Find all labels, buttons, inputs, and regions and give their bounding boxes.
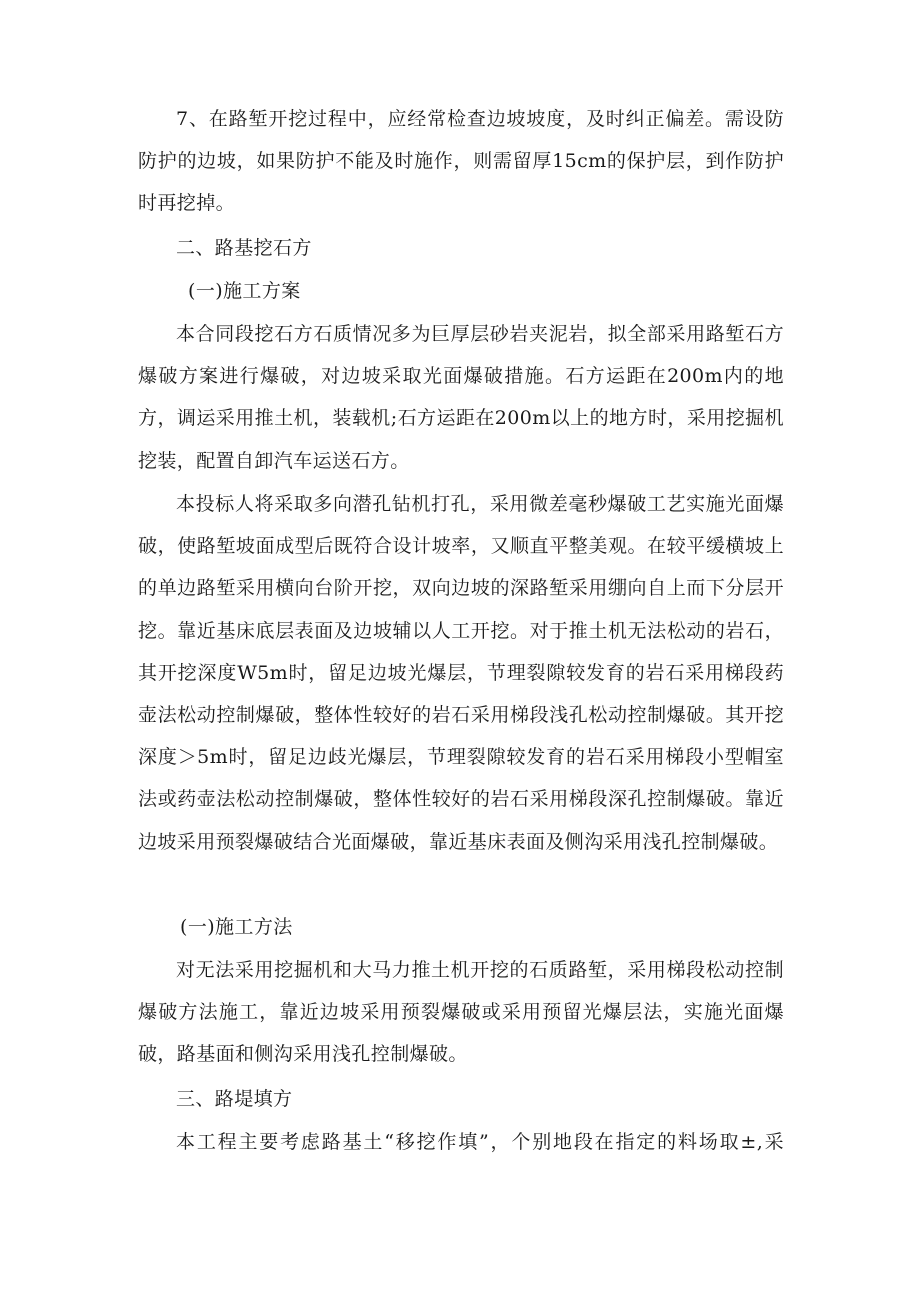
- section-heading-rock-excavation: 二、路基挖石方: [176, 237, 312, 259]
- paragraph-method-details: 对无法采用挖掘机和大马力推土机开挖的石质路堑，采用梯段松动控制爆破方法施工，靠近边坡采用预裂爆破或采用预留光爆层法，实施光面爆破，路基面和侧沟采用浅孔控制爆破。: [138, 959, 784, 1066]
- paragraph-slope-inspection: 7、在路堑开挖过程中，应经常检查边坡坡度，及时纠正偏差。需设防防护的边坡，如果防护不能及时施作，则需留厚15cm的保护层，到作防护时再挖掉。: [138, 108, 784, 215]
- subsection-heading-construction-method: (一)施工方法: [180, 916, 293, 938]
- paragraph-blasting-process: 本投标人将采取多向潜孔钻机打孔，采用微差毫秒爆破工艺实施光面爆破，使路堑坡面成型后既符合设计坡率，又顺直平整美观。在较平缓横坡上的单边路堑采用横向台阶开挖，双向边坡的深路堑采用绷向自上而下分层开挖。靠近基床底层表面及边坡辅以人工开挖。对于推土机无法松动的岩石，其开挖深度W5m时，留足边坡光爆层，节理裂隙较发育的岩石采用梯段药壶法松动控制爆破，整体性较好的岩石采用梯段浅孔松动控制爆破。其开挖深度＞5m时，留足边歧光爆层，节理裂隙较发育的岩石采用梯段小型帽室法或药壶法松动控制爆破，整体性较好的岩石采用梯段深孔控制爆破。靠近边坡采用预裂爆破结合光面爆破，靠近基床表面及侧沟采用浅孔控制爆破。: [138, 493, 784, 853]
- section-heading-embankment-fill: 三、路堤填方: [176, 1088, 293, 1110]
- paragraph-rock-quality-plan: 本合同段挖石方石质情况多为巨厚层砂岩夹泥岩，拟全部采用路堑石方爆破方案进行爆破，对边坡采取光面爆破措施。石方运距在200m内的地方，调运采用推土机，装载机;石方运距在200m以上的地方时，采用挖掘机挖装，配置自卸汽车运送石方。: [138, 323, 784, 472]
- subsection-heading-construction-plan: (一)施工方案: [188, 280, 301, 302]
- paragraph-embankment-intro: 本工程主要考虑路基土“移挖作填”，个别地段在指定的料场取±,采: [176, 1131, 784, 1153]
